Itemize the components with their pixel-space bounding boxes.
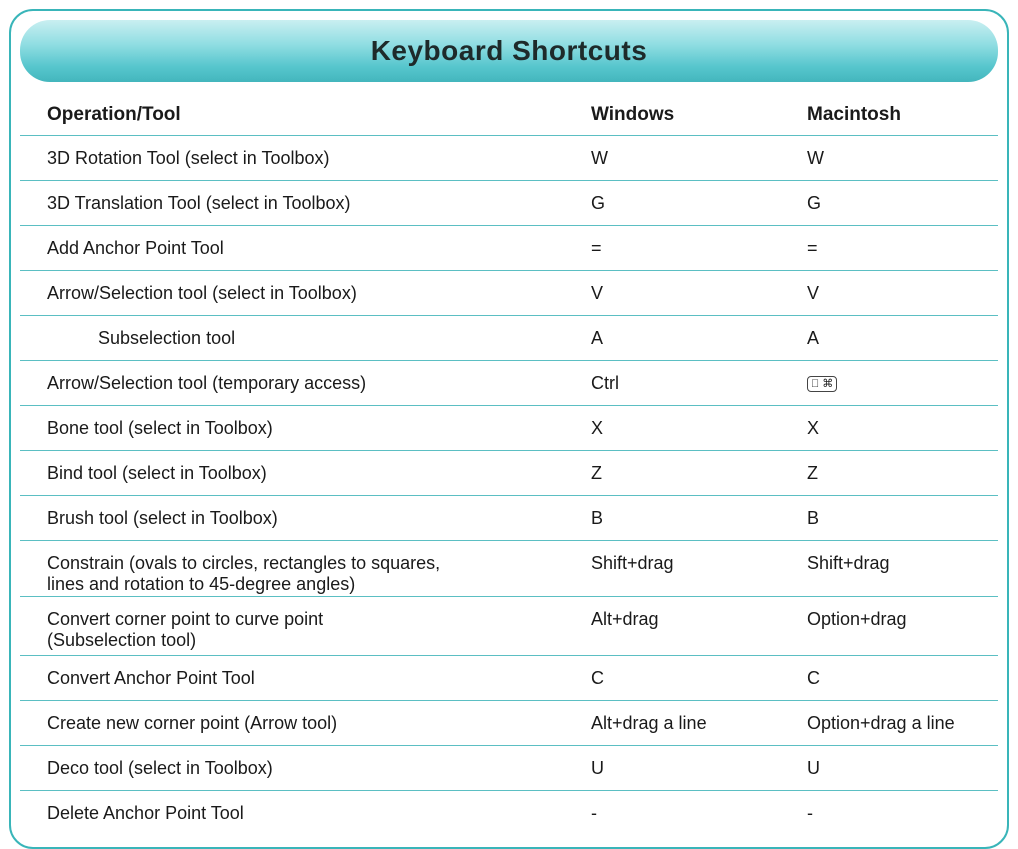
title-banner bbox=[20, 20, 998, 82]
operation-cell: Arrow/Selection tool (temporary access) bbox=[47, 373, 367, 393]
operation-cell: Subselection tool bbox=[98, 328, 236, 348]
table-row bbox=[20, 135, 998, 180]
windows-shortcut: Alt+drag a line bbox=[591, 713, 707, 733]
mac-shortcut: A bbox=[807, 328, 820, 348]
windows-shortcut: B bbox=[591, 508, 604, 528]
operation-line-2: lines and rotation to 45-degree angles) bbox=[47, 574, 356, 594]
shortcut-table bbox=[20, 135, 998, 835]
operation-cell: 3D Translation Tool (select in Toolbox) bbox=[47, 193, 351, 213]
mac-shortcut: = bbox=[807, 238, 818, 258]
windows-shortcut: Shift+drag bbox=[591, 553, 674, 573]
windows-shortcut: U bbox=[591, 758, 604, 778]
table-row bbox=[20, 790, 998, 835]
operation-cell: Brush tool (select in Toolbox) bbox=[47, 508, 278, 528]
windows-shortcut: X bbox=[591, 418, 604, 438]
header-windows: Windows bbox=[591, 104, 675, 125]
table-row bbox=[20, 540, 998, 596]
table-row bbox=[20, 655, 998, 700]
operation-cell: Delete Anchor Point Tool bbox=[47, 803, 244, 823]
table-row bbox=[20, 180, 998, 225]
mac-shortcut: C bbox=[807, 668, 820, 688]
operation-cell bbox=[47, 609, 587, 651]
page-title: Keyboard Shortcuts bbox=[370, 35, 648, 66]
command-key-icon: ⌘ bbox=[807, 376, 837, 392]
windows-shortcut: Alt+drag bbox=[591, 609, 659, 629]
operation-cell: 3D Rotation Tool (select in Toolbox) bbox=[47, 148, 330, 168]
mac-shortcut bbox=[807, 373, 837, 394]
operation-cell: Arrow/Selection tool (select in Toolbox) bbox=[47, 283, 357, 303]
mac-shortcut: V bbox=[807, 283, 820, 303]
operation-cell: Convert Anchor Point Tool bbox=[47, 668, 255, 688]
windows-shortcut: V bbox=[591, 283, 604, 303]
table-row bbox=[20, 450, 998, 495]
windows-shortcut: C bbox=[591, 668, 604, 688]
mac-shortcut: Shift+drag bbox=[807, 553, 890, 573]
table-row bbox=[20, 360, 998, 405]
operation-cell: Create new corner point (Arrow tool) bbox=[47, 713, 338, 733]
mac-shortcut: Option+drag bbox=[807, 609, 907, 629]
operation-cell: Add Anchor Point Tool bbox=[47, 238, 224, 258]
mac-shortcut: G bbox=[807, 193, 822, 213]
windows-shortcut: = bbox=[591, 238, 602, 258]
windows-shortcut: Ctrl bbox=[591, 373, 619, 393]
windows-shortcut: - bbox=[591, 803, 597, 823]
operation-line-1: Constrain (ovals to circles, rectangles to squares, bbox=[47, 553, 441, 573]
windows-shortcut: Z bbox=[591, 463, 602, 483]
table-row bbox=[20, 315, 998, 360]
windows-shortcut: G bbox=[591, 193, 606, 213]
operation-cell: Bone tool (select in Toolbox) bbox=[47, 418, 273, 438]
windows-shortcut: W bbox=[591, 148, 608, 168]
table-row bbox=[20, 405, 998, 450]
mac-shortcut: Z bbox=[807, 463, 818, 483]
mac-shortcut: W bbox=[807, 148, 824, 168]
mac-shortcut: - bbox=[807, 803, 813, 823]
operation-cell: Bind tool (select in Toolbox) bbox=[47, 463, 267, 483]
windows-shortcut: A bbox=[591, 328, 604, 348]
operation-cell: Deco tool (select in Toolbox) bbox=[47, 758, 273, 778]
mac-shortcut: B bbox=[807, 508, 820, 528]
table-row bbox=[20, 745, 998, 790]
header-mac: Macintosh bbox=[807, 104, 901, 125]
table-row bbox=[20, 270, 998, 315]
table-row bbox=[20, 700, 998, 745]
table-header bbox=[20, 94, 998, 134]
mac-shortcut: U bbox=[807, 758, 820, 778]
operation-line-1: Convert corner point to curve point bbox=[47, 609, 324, 629]
table-row bbox=[20, 596, 998, 655]
table-row bbox=[20, 495, 998, 540]
table-row bbox=[20, 225, 998, 270]
operation-cell bbox=[47, 553, 587, 595]
mac-shortcut: X bbox=[807, 418, 820, 438]
operation-line-2: (Subselection tool) bbox=[47, 630, 197, 650]
mac-shortcut: Option+drag a line bbox=[807, 713, 955, 733]
header-operation: Operation/Tool bbox=[47, 104, 181, 125]
